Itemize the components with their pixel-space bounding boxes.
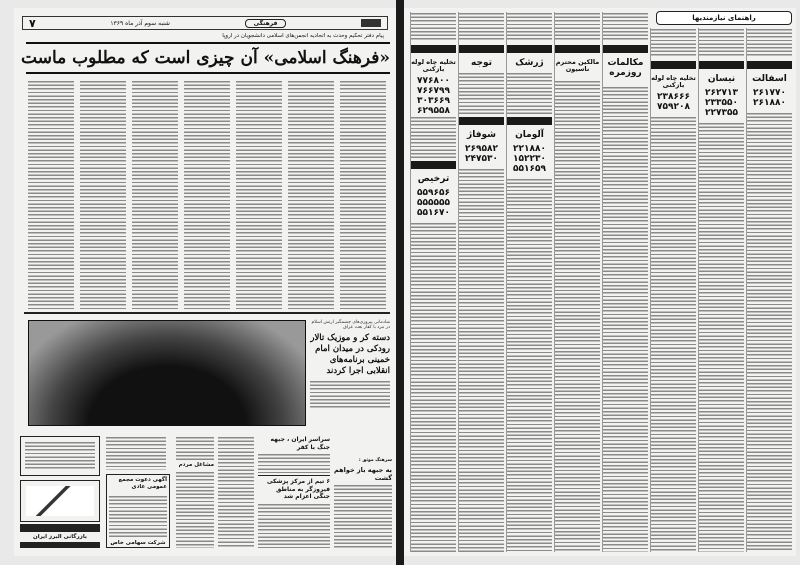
ad-title: اسفالت [752, 74, 787, 84]
notice-signature: شرکت سهامی خاص [110, 540, 166, 547]
date-line: شنبه سوم آذر ماه ۱۳۶۹ [110, 19, 170, 27]
news-photo [28, 320, 306, 426]
article-title: سراسر ایران ، جبهه جنگ با کفر [270, 436, 330, 451]
ad-title: ژرشک [515, 58, 544, 68]
black-strip [20, 542, 100, 548]
article-text [334, 484, 392, 548]
ad-phone: ۲۴۷۵۳۰ [465, 153, 498, 164]
ad-text [603, 86, 648, 552]
ad-phone: ۲۶۱۸۸۰ [753, 97, 786, 108]
ad-phone: ۲۶۹۵۸۲ [465, 143, 498, 154]
article-kicker: سرهنگ موثق : [358, 458, 392, 463]
ad-title: مالکین محترم ناسیون [555, 58, 600, 74]
ad-title: ترخیص [417, 174, 450, 185]
page-number: ۷ [29, 16, 36, 30]
ad-phone: ۵۵۱۶۷۰ [417, 208, 450, 219]
ad-phone: ۲۲۷۳۵۵ [705, 107, 738, 118]
ad-phone: ۷۶۶۷۹۹ [417, 86, 450, 97]
ad-phone: ۲۲۱۸۸۰ [513, 143, 546, 154]
ad-title: مکالمات روزمره [607, 58, 644, 78]
classifieds-column [554, 12, 600, 552]
article-column [106, 436, 166, 470]
ad-text [411, 222, 456, 552]
caption-kicker: شادمانی پیروزی‌های چشمگیر ارتش اسلام در نبرد با کفار بعث عراق [311, 320, 390, 330]
ad-text [411, 12, 456, 42]
article-title: ۶ تیم از مرکز پزشکی فیروزگر به مناطق جنگی اعزام شد [258, 475, 330, 501]
ad-phone: ۲۳۸۶۶۶ [657, 92, 690, 103]
masthead-logo [361, 19, 381, 27]
ad-banner [651, 61, 696, 69]
caption-text [310, 380, 390, 410]
ad-phone: ۵۵۹۶۵۶ [417, 188, 450, 199]
article-column [236, 80, 282, 310]
article-column [176, 436, 214, 548]
ad-text [555, 12, 600, 42]
ad-text [411, 116, 456, 158]
ad-banner [411, 161, 456, 169]
page-fold [396, 0, 404, 565]
ad-banner [507, 45, 552, 53]
ad-phone: ۶۲۹۵۵۸ [417, 106, 450, 117]
classifieds-column [506, 12, 552, 552]
article-column [80, 80, 126, 310]
ad-text [747, 28, 792, 58]
ad-text [651, 116, 696, 552]
notice-box [20, 436, 100, 476]
classifieds-column [746, 28, 792, 552]
ad-text [555, 80, 600, 552]
page-header [22, 16, 388, 30]
ad-text [459, 72, 504, 114]
company-name: بازرگانی البرز ایران [33, 534, 87, 540]
ad-phone: ۲۶۲۷۱۳ [705, 87, 738, 98]
ad-text [507, 72, 552, 114]
ad-title: شوفاژ [467, 129, 496, 140]
ad-banner [507, 117, 552, 125]
classifieds-column [650, 28, 696, 552]
ad-phone: ۳۰۳۶۶۹ [417, 96, 450, 107]
classifieds-column [698, 28, 744, 552]
classifieds-column [410, 12, 456, 552]
ad-banner [411, 45, 456, 53]
ad-phone: ۲۶۱۷۷۰ [753, 87, 786, 98]
ad-title: آلومان [515, 129, 544, 140]
ad-text [603, 12, 648, 42]
left-page [14, 8, 396, 556]
black-strip [20, 524, 100, 532]
ad-title: توجه [471, 58, 492, 68]
notice-title: آگهی دعوت مجمع عمومی عادی [118, 477, 167, 490]
photo-caption [310, 320, 390, 410]
ad-phone: ۵۵۱۶۵۹ [513, 163, 546, 174]
ad-text [699, 28, 744, 58]
kicker: پیام دفتر تحکیم وحدت به اتحادیه انجمن‌های اسلامی دانشجویان در اروپا [222, 33, 384, 39]
article-text [176, 471, 214, 548]
ad-banner [459, 117, 504, 125]
ad-phone: ۷۷۶۸۰۰ [417, 76, 450, 87]
classifieds-column [458, 12, 504, 552]
ad-phone: ۷۵۹۲۰۸ [657, 102, 690, 113]
ad-banner [603, 45, 648, 53]
divider [24, 312, 390, 314]
ad-banner [747, 61, 792, 69]
caption-title: دسته کر و موزیک تالار رودکی در میدان امام خمینی برنامه‌های انقلابی اجرا کردند [310, 333, 390, 376]
ad-banner [555, 45, 600, 53]
ad-phone: ۲۳۳۵۵۰ [705, 97, 738, 108]
right-page [404, 8, 796, 556]
article-text [258, 453, 330, 473]
ad-text [747, 112, 792, 552]
ad-text [699, 122, 744, 552]
headline: «فرهنگ اسلامی» آن چیزی است که مطلوب ماست [26, 42, 390, 74]
article-column [288, 80, 334, 310]
article-column [28, 80, 74, 310]
ad-text [507, 12, 552, 42]
ad-text [459, 168, 504, 552]
article-column [340, 80, 386, 310]
ad-text [459, 12, 504, 42]
ad-phone: ۱۵۲۲۳۰ [513, 153, 546, 164]
article-column [132, 80, 178, 310]
ad-banner [459, 45, 504, 53]
ad-title: تخلیه چاه لوله بازکنی [411, 58, 456, 74]
ad-phone: ۵۵۵۵۵۵ [417, 198, 450, 209]
ad-text [651, 28, 696, 58]
section-label: فرهنگی [245, 19, 287, 28]
classifieds-guide-title: راهنمای نیازمندیها [656, 11, 792, 25]
ad-text [507, 178, 552, 552]
bottom-articles [258, 436, 330, 548]
article-title: به جبهه باز خواهم گشت [334, 465, 392, 482]
ad-title: نیسان [707, 74, 736, 84]
ad-banner [699, 61, 744, 69]
advert-illustration [20, 480, 100, 522]
article-text [258, 503, 330, 549]
article-text [176, 436, 214, 460]
ad-title: تخلیه چاه لوله بازکنی [651, 74, 696, 90]
article-column [218, 436, 254, 548]
subhead: مشاغل مردم [178, 462, 214, 468]
interview-article [334, 458, 392, 548]
article-column [184, 80, 230, 310]
meeting-notice [106, 474, 170, 548]
classifieds-column [602, 12, 648, 552]
